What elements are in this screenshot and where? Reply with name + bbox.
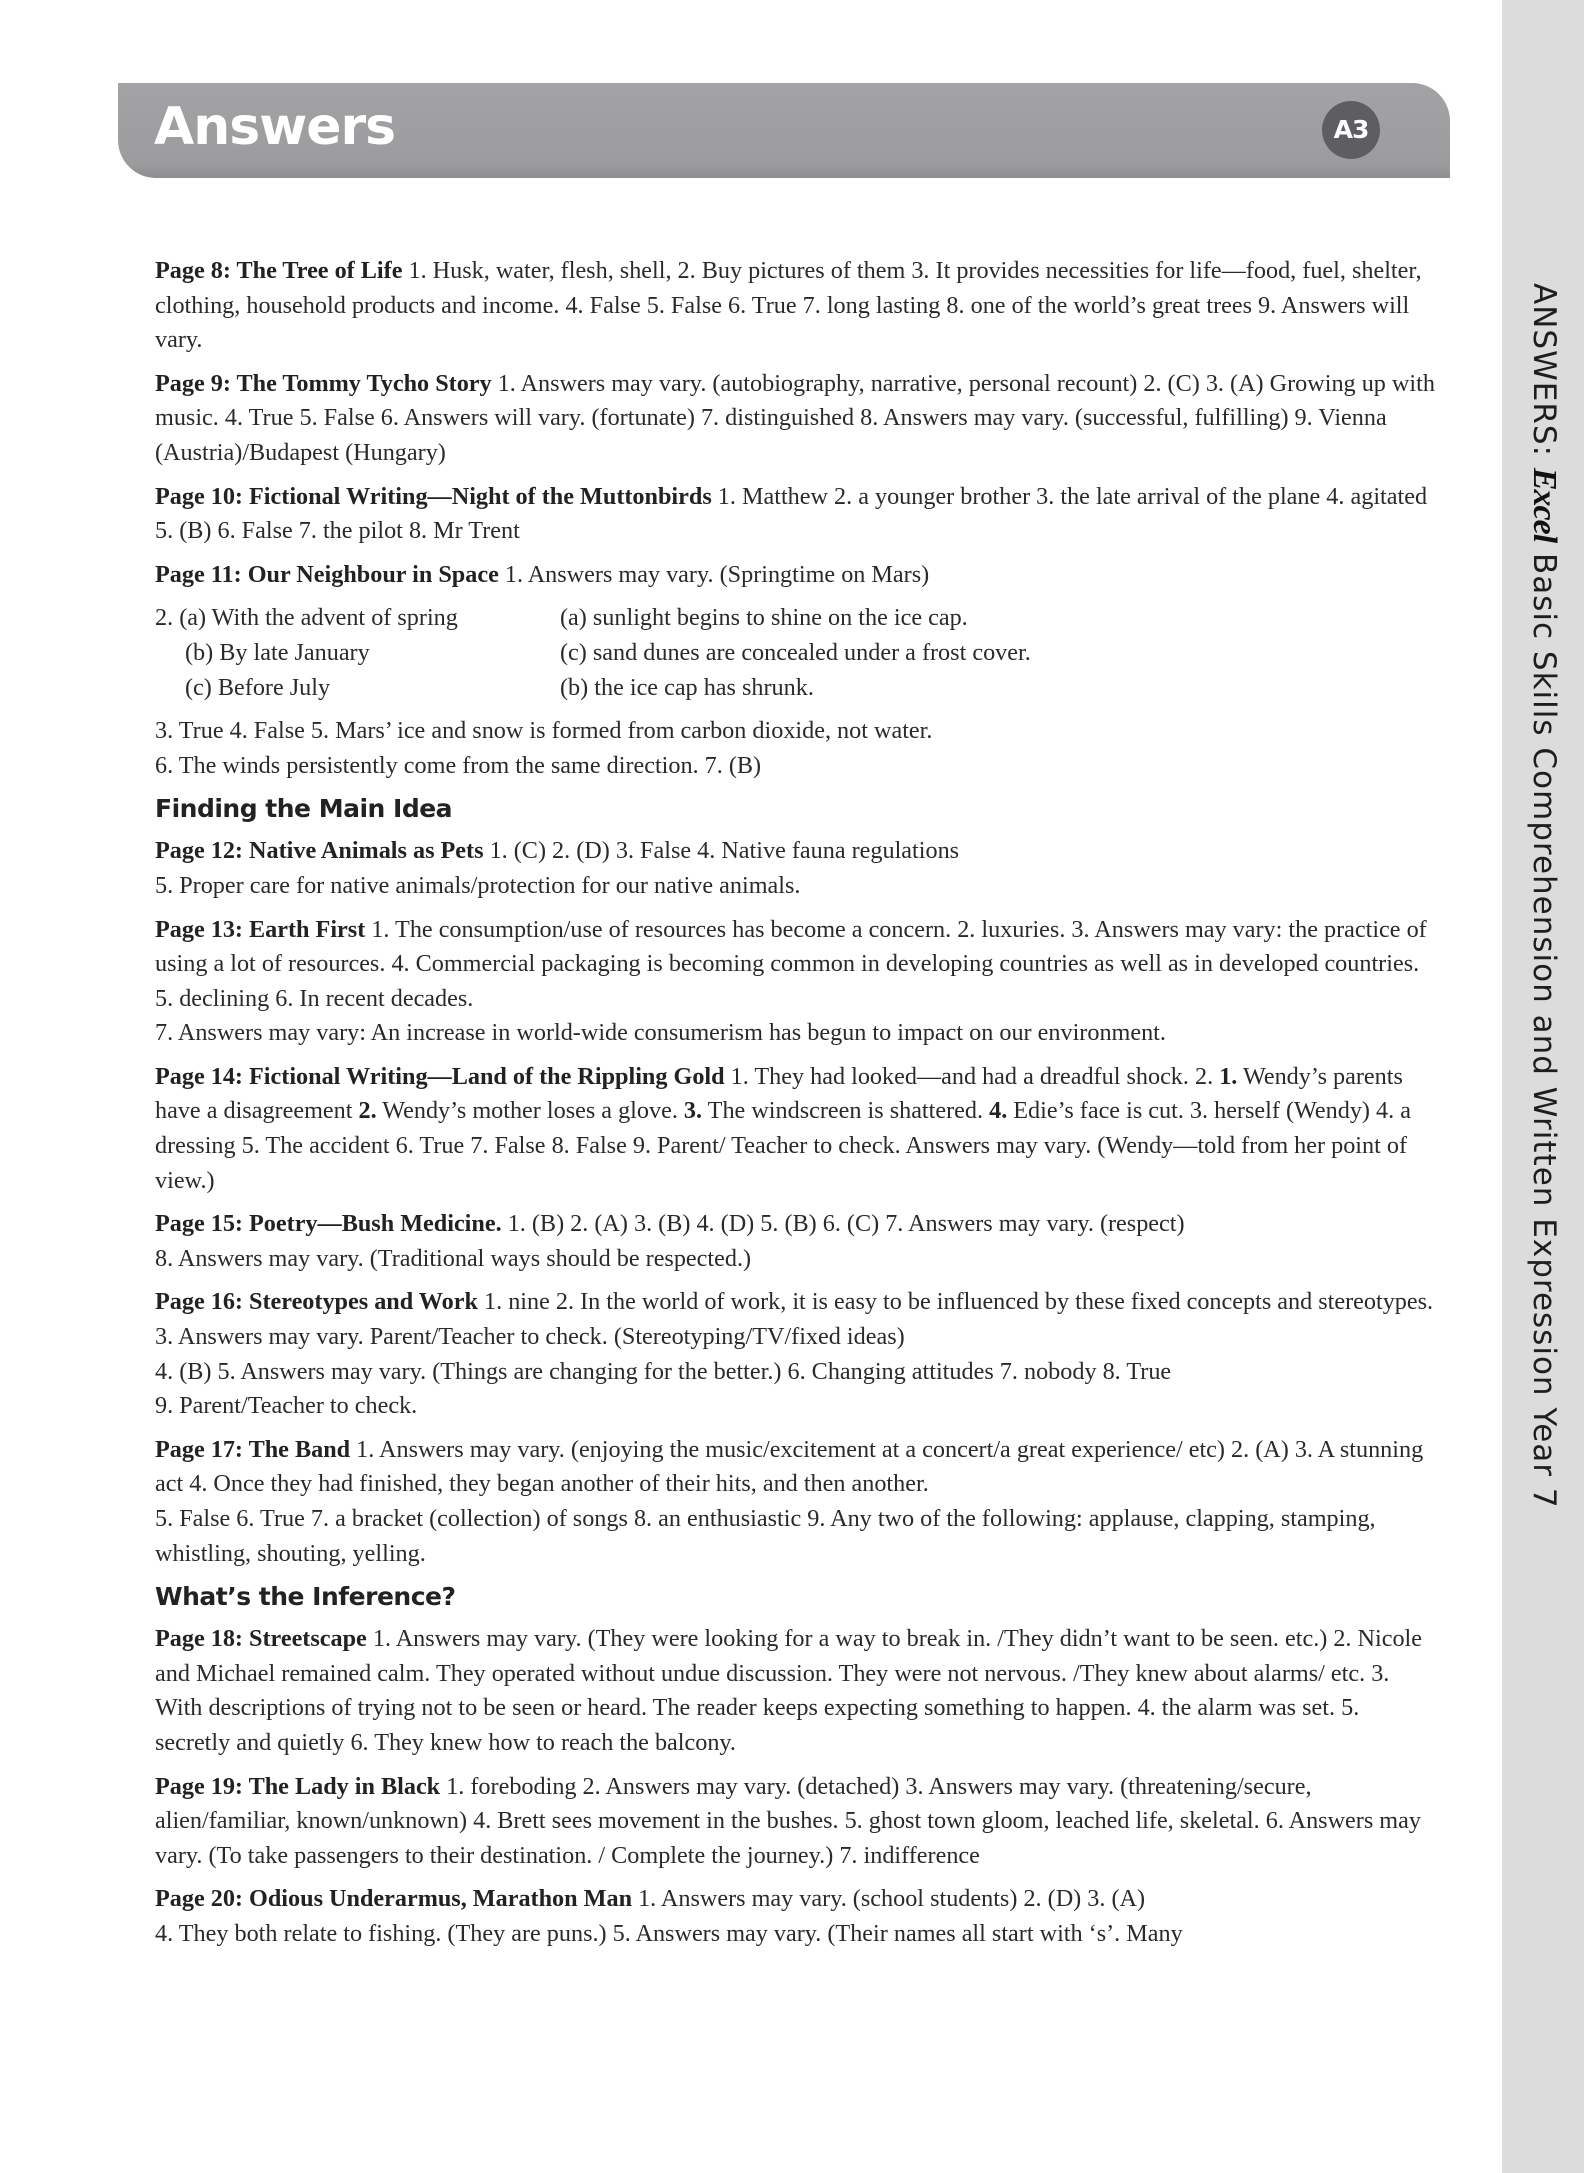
match-left: 2. (a) With the advent of spring [155, 604, 458, 632]
side-band-title [1525, 283, 1563, 1509]
entry-text: 1. foreboding 2. Answers may vary. (detached) 3. Answers may vary. (threatening/secure, alien/familiar, known/unknown) 4. Brett sees movement in the bushes. 5. ghost town gloom, leached life, skeletal. 6. Answers may vary. (To take passengers to their destination. / Complete the journey.) 7. indifference [155, 1772, 1421, 1869]
match-right: (c) sand dunes are concealed under a frost cover. [560, 638, 1031, 666]
entry-text: 9. Parent/Teacher to check. [155, 1392, 418, 1420]
match-right: (a) sunlight begins to shine on the ice cap. [560, 604, 968, 632]
entry-text: 1. The consumption/use of resources has become a concern. 2. luxuries. 3. Answers may vary: the practice of using a lot of resources. 4. Commercial packaging is becoming common in developing countries as well as in developed countries. 5. declining 6. In recent decades. [155, 915, 1427, 1012]
match-left: (c) Before July [185, 673, 331, 701]
entry-text: 8. Answers may vary. (Traditional ways should be respected.) [155, 1244, 752, 1272]
entry-title: Page 8: The Tree of Life [155, 257, 403, 284]
entry-text: 4. (B) 5. Answers may vary. (Things are changing for the better.) 6. Changing attitudes 7. nobody 8. True [155, 1357, 1172, 1385]
page-header [118, 83, 1450, 178]
entry-title: Page 13: Earth First [155, 915, 366, 943]
entry-text: 1. Answers may vary. (enjoying the music/excitement at a concert/a great experience/ etc) 2. (A) 3. A stunning act 4. Once they had finished, they began another of their hits, and then another. [155, 1435, 1424, 1498]
entry-text: 7. Answers may vary: An increase in world-wide consumerism has begun to impact on our environment. [155, 1019, 1166, 1047]
entry-text: 1. Answers may vary. (school students) 2. (D) 3. (A) [632, 1885, 1146, 1913]
entry-text: 4. They both relate to fishing. (They are puns.) 5. Answers may vary. (Their names all start with ‘s’. Many [155, 1919, 1183, 1947]
answer-entry-page-12 [155, 834, 1435, 903]
entry-title: Page 14: Fictional Writing—Land of the Rippling Gold [155, 1062, 725, 1090]
answer-entry-page-15 [155, 1207, 1435, 1276]
entry-text: Wendy’s mother loses a glove. [376, 1097, 684, 1125]
answer-entry-page-20 [155, 1882, 1435, 1951]
sequence-number: 4. [989, 1097, 1008, 1125]
entry-title: Page 9: The Tommy Tycho Story [155, 369, 492, 397]
answer-entry-page-19 [155, 1770, 1435, 1874]
match-left: (b) By late January [185, 638, 370, 666]
entry-text: Wendy’s parents have a disagreement [155, 1062, 1403, 1125]
answer-entry-page-10 [155, 480, 1435, 549]
answer-entry-page-13 [155, 913, 1435, 1051]
entry-title: Page 20: Odious Underarmus, Marathon Man [155, 1885, 633, 1913]
page-11-continued [155, 714, 1435, 783]
answer-entry-page-16 [155, 1285, 1435, 1423]
entry-title: Page 17: The Band [155, 1435, 351, 1463]
entry-text: 6. The winds persistently come from the same direction. 7. (B) [155, 751, 762, 779]
entry-text: 1. (B) 2. (A) 3. (B) 4. (D) 5. (B) 6. (C) 7. Answers may vary. (respect) [501, 1210, 1185, 1238]
entry-text: 1. They had looked—and had a dreadful shock. 2. [724, 1062, 1220, 1090]
answers-content [155, 254, 1435, 1961]
answer-entry-page-8 [155, 254, 1435, 358]
entry-title: Page 19: The Lady in Black [155, 1772, 441, 1800]
sequence-number: 2. [358, 1097, 377, 1125]
entry-title: Page 10: Fictional Writing—Night of the Muttonbirds [155, 482, 712, 510]
brand-logo-text: Excel [1526, 467, 1563, 543]
entry-text: 1. Husk, water, flesh, shell, 2. Buy pictures of them 3. It provides necessities for life—food, fuel, shelter, clothing, household products and income. 4. False 5. False 6. True 7. long lasting 8. one of the world’s great trees 9. Answers will vary. [155, 257, 1422, 354]
section-heading-main-idea: Finding the Main Idea [155, 794, 453, 824]
entry-title: Page 15: Poetry—Bush Medicine. [155, 1210, 502, 1238]
entry-text: 1. Answers may vary. (autobiography, narrative, personal recount) 2. (C) 3. (A) Growing up with music. 4. True 5. False 6. Answers will vary. (fortunate) 7. distinguished 8. Answers may vary. (successful, fulfilling) 9. Vienna (Austria)/Budapest (Hungary) [155, 369, 1435, 466]
entry-text: 1. Answers may vary. (They were looking for a way to break in. /They didn’t want to be seen. etc.) 2. Nicole and Michael remained calm. They operated without undue discussion. They were not nervous. /They knew about alarms/ etc. 3. With descriptions of trying not to be seen or heard. The reader keeps expecting something to happen. 4. the alarm was set. 5. secretly and quietly 6. They knew how to reach the balcony. [155, 1625, 1422, 1756]
sequence-number: 1. [1219, 1062, 1238, 1090]
answer-entry-page-17 [155, 1433, 1435, 1571]
page-11-matching [155, 601, 1435, 705]
entry-text: 1. (C) 2. (D) 3. False 4. Native fauna regulations [483, 837, 960, 865]
answer-entry-page-9 [155, 367, 1435, 471]
page-title: Answers [154, 97, 396, 157]
answer-entry-page-11 [155, 558, 1435, 593]
entry-text: Edie’s face is cut. 3. herself (Wendy) 4. a dressing 5. The accident 6. True 7. False 8. False 9. Parent/ Teacher to check. Answers may vary. (Wendy—told from her point of view.) [155, 1097, 1411, 1194]
entry-text: 5. False 6. True 7. a bracket (collection) of songs 8. an enthusiastic 9. Any two of the following: applause, clapping, stamping, whistling, shouting, yelling. [155, 1505, 1376, 1567]
entry-text: 5. Proper care for native animals/protection for our native animals. [155, 871, 801, 899]
answer-entry-page-18 [155, 1622, 1435, 1760]
sequence-number: 3. [683, 1097, 703, 1125]
answer-entry-page-14 [155, 1060, 1435, 1198]
entry-title: Page 16: Stereotypes and Work [155, 1288, 478, 1316]
side-band-suffix: Basic Skills Comprehension and Written Expression Year 7 [1526, 542, 1562, 1509]
entry-text: 1. Matthew 2. a younger brother 3. the late arrival of the plane 4. agitated 5. (B) 6. False 7. the pilot 8. Mr Trent [155, 482, 1428, 545]
match-right: (b) the ice cap has shrunk. [560, 673, 814, 701]
entry-title: Page 11: Our Neighbour in Space [155, 560, 499, 588]
entry-text: 3. True 4. False 5. Mars’ ice and snow is formed from carbon dioxide, not water. [155, 717, 933, 745]
entry-title: Page 12: Native Animals as Pets [155, 837, 484, 865]
page-number-badge: A3 [1322, 101, 1380, 159]
entry-text: 1. nine 2. In the world of work, it is easy to be influenced by these fixed concepts and stereotypes. 3. Answers may vary. Parent/Teacher to check. (Stereotyping/TV/fixed ideas) [155, 1288, 1434, 1351]
entry-text: The windscreen is shattered. [702, 1097, 990, 1125]
side-band-prefix: ANSWERS: [1526, 283, 1562, 468]
entry-text: 1. Answers may vary. (Springtime on Mars) [498, 560, 930, 588]
section-heading-inference: What’s the Inference? [155, 1582, 456, 1612]
entry-title: Page 18: Streetscape [155, 1625, 367, 1653]
